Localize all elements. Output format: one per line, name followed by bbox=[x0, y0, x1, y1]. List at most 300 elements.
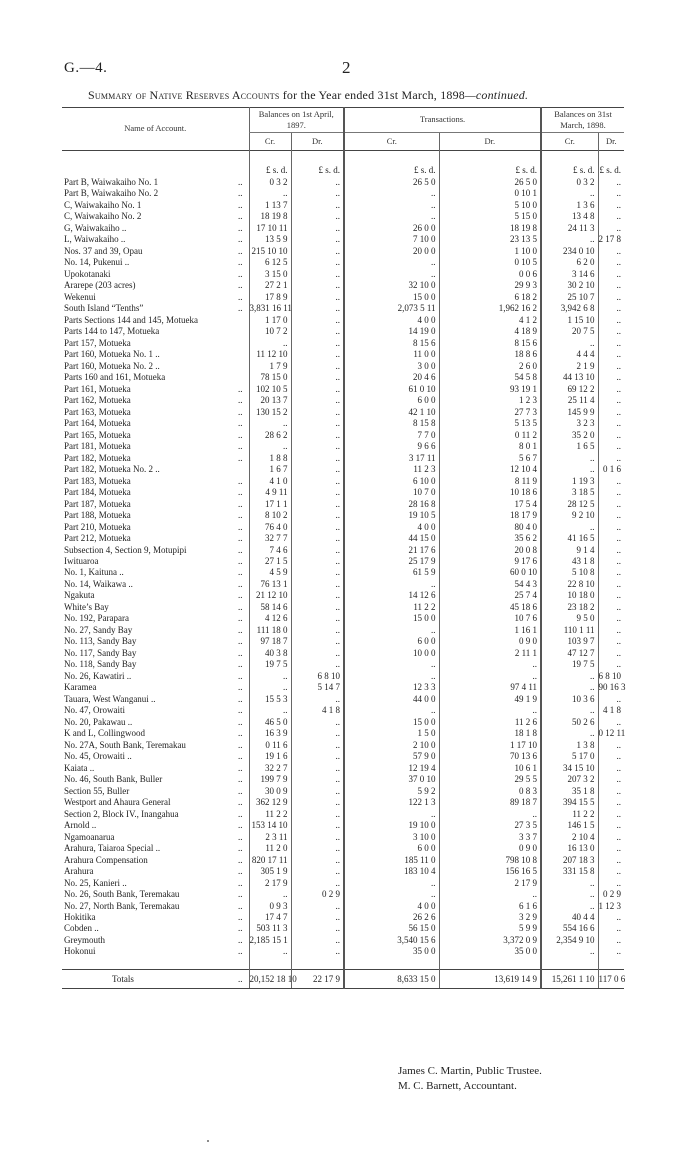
amount-cell: 1 8 8 bbox=[249, 453, 291, 464]
amount-cell: .. bbox=[291, 246, 344, 257]
table-row bbox=[62, 292, 624, 303]
account-name-text: Part 187, Motueka bbox=[64, 498, 131, 509]
amount-cell: 15 0 0 bbox=[344, 613, 439, 624]
table-row bbox=[62, 487, 624, 498]
table-row bbox=[62, 843, 624, 854]
amount-cell: .. bbox=[598, 786, 624, 797]
amount-cell: 61 5 9 bbox=[344, 567, 439, 578]
table-row bbox=[62, 361, 624, 372]
account-name bbox=[62, 843, 249, 854]
account-name-text: No. 27, Sandy Bay bbox=[64, 624, 133, 635]
table-row bbox=[62, 545, 624, 556]
table-row bbox=[62, 671, 624, 682]
amount-cell: .. bbox=[598, 280, 624, 291]
amount-cell: 15 0 0 bbox=[344, 292, 439, 303]
amount-cell: 35 0 0 bbox=[344, 946, 439, 957]
table-row bbox=[62, 441, 624, 452]
amount-cell: .. bbox=[291, 935, 344, 946]
amount-cell: 3,942 6 8 bbox=[541, 303, 598, 314]
amount-cell: 234 0 10 bbox=[541, 246, 598, 257]
table-row bbox=[62, 211, 624, 222]
account-name bbox=[62, 234, 249, 245]
amount-cell: 6 12 5 bbox=[249, 257, 291, 268]
account-name bbox=[62, 315, 249, 326]
amount-cell: 20 13 7 bbox=[249, 395, 291, 406]
leader-dots: .. bbox=[238, 510, 243, 521]
amount-cell: .. bbox=[249, 889, 291, 900]
table-row bbox=[62, 855, 624, 866]
amount-cell: .. bbox=[291, 395, 344, 406]
amount-cell: .. bbox=[439, 671, 541, 682]
account-name-text: Wekenui bbox=[64, 291, 96, 302]
amount-cell: 10 7 0 bbox=[344, 487, 439, 498]
amount-cell: 9 5 0 bbox=[541, 613, 598, 624]
leader-dots: .. bbox=[238, 728, 243, 739]
amount-cell: 0 0 6 bbox=[439, 269, 541, 280]
account-name-text: Part 183, Motueka bbox=[64, 475, 131, 486]
amount-cell: .. bbox=[598, 659, 624, 670]
amount-cell: 122 1 3 bbox=[344, 797, 439, 808]
amount-cell: .. bbox=[598, 717, 624, 728]
account-name-text: South Island “Tenths” bbox=[64, 303, 144, 314]
account-name-text: Part 182, Motueka No. 2 .. bbox=[64, 464, 160, 475]
leader-dots: .. bbox=[238, 383, 243, 394]
amount-cell: .. bbox=[541, 705, 598, 716]
account-name bbox=[62, 338, 249, 349]
account-name-text: Section 55, Buller bbox=[64, 785, 130, 796]
amount-cell: 57 9 0 bbox=[344, 751, 439, 762]
leader-dots: .. bbox=[238, 555, 243, 566]
amount-cell: 0 2 9 bbox=[291, 889, 344, 900]
amount-cell: .. bbox=[598, 269, 624, 280]
table-row bbox=[62, 648, 624, 659]
amount-cell: .. bbox=[291, 372, 344, 383]
account-name-text: Arnold .. bbox=[64, 820, 97, 831]
table-row bbox=[62, 395, 624, 406]
amount-cell: .. bbox=[598, 567, 624, 578]
amount-cell: 1 17 10 bbox=[439, 740, 541, 751]
account-name bbox=[62, 751, 249, 762]
leader-dots: .. bbox=[238, 636, 243, 647]
account-name bbox=[62, 740, 249, 751]
unit-label: £ s. d. bbox=[291, 165, 344, 177]
amount-cell: 199 7 9 bbox=[249, 774, 291, 785]
amount-cell: 30 0 9 bbox=[249, 786, 291, 797]
amount-cell: 12 3 3 bbox=[344, 682, 439, 693]
amount-cell: .. bbox=[291, 177, 344, 188]
amount-cell: 8 10 2 bbox=[249, 510, 291, 521]
account-name-text: Parts Sections 144 and 145, Motueka bbox=[64, 314, 198, 325]
amount-cell: 25 7 4 bbox=[439, 590, 541, 601]
amount-cell: 103 9 7 bbox=[541, 636, 598, 647]
amount-cell: 89 18 7 bbox=[439, 797, 541, 808]
amount-cell: .. bbox=[291, 430, 344, 441]
table-row bbox=[62, 499, 624, 510]
amount-cell: 1,962 16 2 bbox=[439, 303, 541, 314]
amount-cell: 2 17 8 bbox=[598, 234, 624, 245]
leader-dots: .. bbox=[238, 624, 243, 635]
amount-cell: .. bbox=[598, 579, 624, 590]
amount-cell: .. bbox=[291, 234, 344, 245]
amount-cell: 49 1 9 bbox=[439, 694, 541, 705]
amount-cell: .. bbox=[344, 878, 439, 889]
amount-cell: 28 6 2 bbox=[249, 430, 291, 441]
account-name-text: Part 165, Motueka bbox=[64, 429, 131, 440]
amount-cell: 42 1 10 bbox=[344, 407, 439, 418]
table-row bbox=[62, 912, 624, 923]
account-name-text: Totals bbox=[112, 973, 134, 984]
account-name bbox=[62, 395, 249, 406]
amount-cell: 19 10 5 bbox=[344, 510, 439, 521]
amount-cell: 0 9 3 bbox=[249, 901, 291, 912]
amount-cell: .. bbox=[291, 843, 344, 854]
amount-cell: .. bbox=[598, 855, 624, 866]
account-name-text: Section 2, Block IV., Inangahua bbox=[64, 808, 179, 819]
amount-cell: .. bbox=[598, 441, 624, 452]
account-name-text: C, Waiwakaiho No. 1 bbox=[64, 199, 142, 210]
amount-cell: 69 12 2 bbox=[541, 384, 598, 395]
account-name-text: K and L, Collingwood bbox=[64, 728, 145, 739]
amount-cell: 7 4 6 bbox=[249, 545, 291, 556]
amount-cell: 25 11 4 bbox=[541, 395, 598, 406]
table-row bbox=[62, 935, 624, 946]
amount-cell: 2 1 9 bbox=[541, 361, 598, 372]
account-name-text: Parts 144 to 147, Motueka bbox=[64, 326, 160, 337]
account-name bbox=[62, 694, 249, 705]
amount-cell: 207 18 3 bbox=[541, 855, 598, 866]
amount-cell: 3 17 11 bbox=[344, 453, 439, 464]
amount-cell: .. bbox=[598, 384, 624, 395]
account-name-text: No. 26, Kawatiri .. bbox=[64, 670, 132, 681]
amount-cell: .. bbox=[598, 430, 624, 441]
amount-cell: 29 9 3 bbox=[439, 280, 541, 291]
amount-cell: .. bbox=[541, 682, 598, 693]
account-name-text: No. 14, Waikawa .. bbox=[64, 578, 133, 589]
table-row bbox=[62, 510, 624, 521]
amount-cell: .. bbox=[598, 935, 624, 946]
leader-dots: .. bbox=[238, 831, 243, 842]
account-name bbox=[62, 177, 249, 188]
amount-cell: 78 15 0 bbox=[249, 372, 291, 383]
amount-cell: 6 0 0 bbox=[344, 843, 439, 854]
amount-cell: 35 1 8 bbox=[541, 786, 598, 797]
amount-cell: .. bbox=[344, 200, 439, 211]
amount-cell: .. bbox=[291, 441, 344, 452]
amount-cell: 13 5 9 bbox=[249, 234, 291, 245]
amount-cell: 111 18 0 bbox=[249, 625, 291, 636]
account-name bbox=[62, 717, 249, 728]
amount-cell: 146 1 5 bbox=[541, 820, 598, 831]
amount-cell: 12 19 4 bbox=[344, 763, 439, 774]
account-name-text: No. 14, Pukenui .. bbox=[64, 257, 130, 268]
amount-cell: 4 18 9 bbox=[439, 326, 541, 337]
account-name bbox=[62, 774, 249, 785]
amount-cell: 20 4 6 bbox=[344, 372, 439, 383]
amount-cell: 6 18 2 bbox=[439, 292, 541, 303]
amount-cell: 19 10 0 bbox=[344, 820, 439, 831]
title-caps: Summary of Native Reserves Accounts bbox=[88, 88, 280, 102]
amount-cell: 61 0 10 bbox=[344, 384, 439, 395]
amount-cell: 130 15 2 bbox=[249, 407, 291, 418]
account-name-text: No. 20, Pakawau .. bbox=[64, 716, 133, 727]
leader-dots: .. bbox=[238, 923, 243, 934]
leader-dots: .. bbox=[238, 934, 243, 945]
amount-cell: 0 3 2 bbox=[249, 177, 291, 188]
amount-cell: .. bbox=[439, 889, 541, 900]
amount-cell: 50 2 6 bbox=[541, 717, 598, 728]
account-name bbox=[62, 280, 249, 291]
amount-cell: 4 9 11 bbox=[249, 487, 291, 498]
account-name bbox=[62, 269, 249, 280]
account-name bbox=[62, 901, 249, 912]
amount-cell: .. bbox=[291, 303, 344, 314]
amount-cell: .. bbox=[439, 705, 541, 716]
table-row bbox=[62, 567, 624, 578]
amount-cell: .. bbox=[291, 464, 344, 475]
amount-cell: 4 1 8 bbox=[598, 705, 624, 716]
leader-dots: .. bbox=[238, 452, 243, 463]
amount-cell: 2 3 11 bbox=[249, 832, 291, 843]
amount-cell: 0 1 6 bbox=[598, 464, 624, 475]
table-row bbox=[62, 682, 624, 693]
amount-cell: 1 6 7 bbox=[249, 464, 291, 475]
title-rest: for the Year ended 31st March, 1898 bbox=[279, 88, 466, 102]
amount-cell: .. bbox=[598, 246, 624, 257]
table-row bbox=[62, 522, 624, 533]
leader-dots: .. bbox=[238, 291, 243, 302]
table-row bbox=[62, 832, 624, 843]
account-name-text: Part 160, Motueka No. 2 .. bbox=[64, 360, 160, 371]
amount-cell: 1 3 6 bbox=[541, 200, 598, 211]
table-row bbox=[62, 717, 624, 728]
amount-cell: 76 4 0 bbox=[249, 522, 291, 533]
amount-cell: 3,831 16 11 bbox=[249, 303, 292, 314]
col-transactions-header: Transactions. bbox=[344, 108, 541, 133]
leader-dots: .. bbox=[238, 177, 243, 187]
amount-cell: 10 18 0 bbox=[541, 590, 598, 601]
amount-cell: 17 8 9 bbox=[249, 292, 291, 303]
table-row bbox=[62, 177, 624, 188]
amount-cell: 18 8 6 bbox=[439, 349, 541, 360]
amount-cell: .. bbox=[291, 912, 344, 923]
amount-cell: 19 7 5 bbox=[249, 659, 291, 670]
amount-cell: .. bbox=[598, 372, 624, 383]
amount-cell: 2 17 9 bbox=[439, 878, 541, 889]
account-name bbox=[62, 682, 249, 693]
unit-label: £ s. d. bbox=[541, 165, 598, 177]
account-name-text: No. 117, Sandy Bay bbox=[64, 647, 137, 658]
account-name bbox=[62, 418, 249, 429]
account-name bbox=[62, 855, 249, 866]
amount-cell: 0 9 0 bbox=[439, 636, 541, 647]
table-row bbox=[62, 200, 624, 211]
amount-cell: .. bbox=[291, 648, 344, 659]
amount-cell: .. bbox=[291, 269, 344, 280]
account-name bbox=[62, 567, 249, 578]
leader-dots: .. bbox=[238, 808, 243, 819]
table-row bbox=[62, 234, 624, 245]
table-row bbox=[62, 889, 624, 900]
amount-cell: 44 15 0 bbox=[344, 533, 439, 544]
amount-cell: 3,372 0 9 bbox=[439, 935, 541, 946]
account-name bbox=[62, 246, 249, 257]
amount-cell: .. bbox=[291, 579, 344, 590]
amount-cell: 54 5 8 bbox=[439, 372, 541, 383]
table-row bbox=[62, 430, 624, 441]
amount-cell: 21 12 10 bbox=[249, 590, 291, 601]
amount-cell: 19 1 6 bbox=[249, 751, 291, 762]
leader-dots: .. bbox=[238, 487, 243, 498]
amount-cell: 20 0 8 bbox=[439, 545, 541, 556]
table-row bbox=[62, 407, 624, 418]
account-name-text: Arahura, Taiaroa Special .. bbox=[64, 843, 161, 854]
account-name bbox=[62, 407, 249, 418]
leader-dots: .. bbox=[238, 716, 243, 727]
amount-cell: 10 7 2 bbox=[249, 326, 291, 337]
amount-cell: 3,540 15 6 bbox=[344, 935, 439, 946]
leader-dots: .. bbox=[238, 211, 243, 222]
account-name-text: Part 184, Motueka bbox=[64, 487, 131, 498]
accounts-table bbox=[62, 107, 624, 989]
amount-cell: 35 0 0 bbox=[439, 946, 541, 957]
amount-cell: .. bbox=[291, 556, 344, 567]
amount-cell: 27 3 5 bbox=[439, 820, 541, 831]
amount-cell: 23 13 5 bbox=[439, 234, 541, 245]
table-row bbox=[62, 223, 624, 234]
amount-cell: .. bbox=[344, 705, 439, 716]
amount-cell: .. bbox=[598, 866, 624, 877]
amount-cell: 27 7 3 bbox=[439, 407, 541, 418]
amount-cell: 22 17 9 bbox=[291, 970, 344, 989]
amount-cell: .. bbox=[291, 763, 344, 774]
amount-cell: 2 10 4 bbox=[541, 832, 598, 843]
amount-cell: .. bbox=[291, 499, 344, 510]
totals-row bbox=[62, 970, 624, 989]
amount-cell: 26 0 0 bbox=[344, 223, 439, 234]
amount-cell: 10 0 0 bbox=[344, 648, 439, 659]
account-name-text: No. 25, Kanieri .. bbox=[64, 877, 127, 888]
unit-label: £ s. d. bbox=[249, 165, 291, 177]
amount-cell: 29 5 5 bbox=[439, 774, 541, 785]
account-name-text: Part 157, Motueka bbox=[64, 337, 131, 348]
table-row bbox=[62, 246, 624, 257]
amount-cell: 11 2 3 bbox=[344, 464, 439, 475]
amount-cell: .. bbox=[598, 223, 624, 234]
table-row bbox=[62, 774, 624, 785]
amount-cell: 9 1 4 bbox=[541, 545, 598, 556]
amount-cell: 0 3 2 bbox=[541, 177, 598, 188]
amount-cell: 35 2 0 bbox=[541, 430, 598, 441]
table-row bbox=[62, 613, 624, 624]
amount-cell: 44 0 0 bbox=[344, 694, 439, 705]
amount-cell: 2,073 5 11 bbox=[344, 303, 439, 314]
amount-cell: 11 2 2 bbox=[344, 602, 439, 613]
amount-cell: 80 4 0 bbox=[439, 522, 541, 533]
amount-cell: .. bbox=[291, 901, 344, 912]
leader-dots: .. bbox=[238, 280, 243, 291]
col-dr-header: Dr. bbox=[291, 133, 344, 151]
account-name bbox=[62, 476, 249, 487]
amount-cell: 1 15 10 bbox=[541, 315, 598, 326]
account-name-text: No. 26, South Bank, Teremakau bbox=[64, 889, 180, 900]
signature-public-trustee: James C. Martin, Public Trustee. bbox=[398, 1065, 542, 1077]
account-name-text: No. 192, Parapara bbox=[64, 613, 129, 624]
amount-cell: 3 15 0 bbox=[249, 269, 291, 280]
amount-cell: .. bbox=[598, 292, 624, 303]
amount-cell: .. bbox=[291, 590, 344, 601]
amount-cell: 16 13 0 bbox=[541, 843, 598, 854]
amount-cell: .. bbox=[598, 545, 624, 556]
leader-dots: .. bbox=[238, 245, 243, 256]
amount-cell: .. bbox=[344, 579, 439, 590]
account-name bbox=[62, 211, 249, 222]
table-row bbox=[62, 476, 624, 487]
amount-cell: 23 18 2 bbox=[541, 602, 598, 613]
table-row bbox=[62, 901, 624, 912]
amount-cell: .. bbox=[291, 453, 344, 464]
account-name-text: No. 27, North Bank, Teremakau bbox=[64, 900, 180, 911]
account-name bbox=[62, 556, 249, 567]
table-row bbox=[62, 923, 624, 934]
amount-cell: .. bbox=[541, 188, 598, 199]
account-name-text: Part 181, Motueka bbox=[64, 441, 131, 452]
amount-cell: .. bbox=[439, 659, 541, 670]
account-name-text: No. 118, Sandy Bay bbox=[64, 659, 137, 670]
amount-cell: .. bbox=[249, 338, 291, 349]
table-row bbox=[62, 602, 624, 613]
amount-cell: .. bbox=[598, 453, 624, 464]
account-name bbox=[62, 889, 249, 900]
account-name bbox=[62, 912, 249, 923]
amount-cell: .. bbox=[598, 556, 624, 567]
amount-cell: 0 2 9 bbox=[598, 889, 624, 900]
account-name bbox=[62, 303, 249, 314]
amount-cell: 3 2 3 bbox=[541, 418, 598, 429]
leader-dots: .. bbox=[238, 774, 243, 785]
amount-cell: 2 17 9 bbox=[249, 878, 291, 889]
amount-cell: 153 14 10 bbox=[249, 820, 291, 831]
table-row bbox=[62, 809, 624, 820]
table-row bbox=[62, 625, 624, 636]
amount-cell: 0 12 11 bbox=[598, 728, 626, 739]
table-row bbox=[62, 372, 624, 383]
amount-cell: 2,354 9 10 bbox=[541, 935, 598, 946]
amount-cell: 32 2 7 bbox=[249, 763, 291, 774]
leader-dots: .. bbox=[238, 693, 243, 704]
amount-cell: 26 5 0 bbox=[439, 177, 541, 188]
amount-cell: .. bbox=[598, 590, 624, 601]
amount-cell: .. bbox=[598, 315, 624, 326]
amount-cell: .. bbox=[598, 912, 624, 923]
amount-cell: 17 4 7 bbox=[249, 912, 291, 923]
amount-cell: 6 1 6 bbox=[439, 901, 541, 912]
col-balances-1897-header: Balances on 1st April, 1897. bbox=[249, 108, 344, 133]
amount-cell: .. bbox=[598, 797, 624, 808]
account-name-text: No. 113, Sandy Bay bbox=[64, 636, 137, 647]
amount-cell: .. bbox=[291, 786, 344, 797]
amount-cell: 11 0 0 bbox=[344, 349, 439, 360]
amount-cell: 20,152 18 10 bbox=[249, 970, 291, 989]
amount-cell: 19 7 5 bbox=[541, 659, 598, 670]
amount-cell: .. bbox=[598, 211, 624, 222]
col-dr-header: Dr. bbox=[439, 133, 541, 151]
account-name-text: Upokotanaki bbox=[64, 268, 111, 279]
amount-cell: 0 10 5 bbox=[439, 257, 541, 268]
amount-cell: 4 0 0 bbox=[344, 522, 439, 533]
amount-cell: 11 2 2 bbox=[249, 809, 291, 820]
account-name bbox=[62, 797, 249, 808]
amount-cell: .. bbox=[291, 625, 344, 636]
